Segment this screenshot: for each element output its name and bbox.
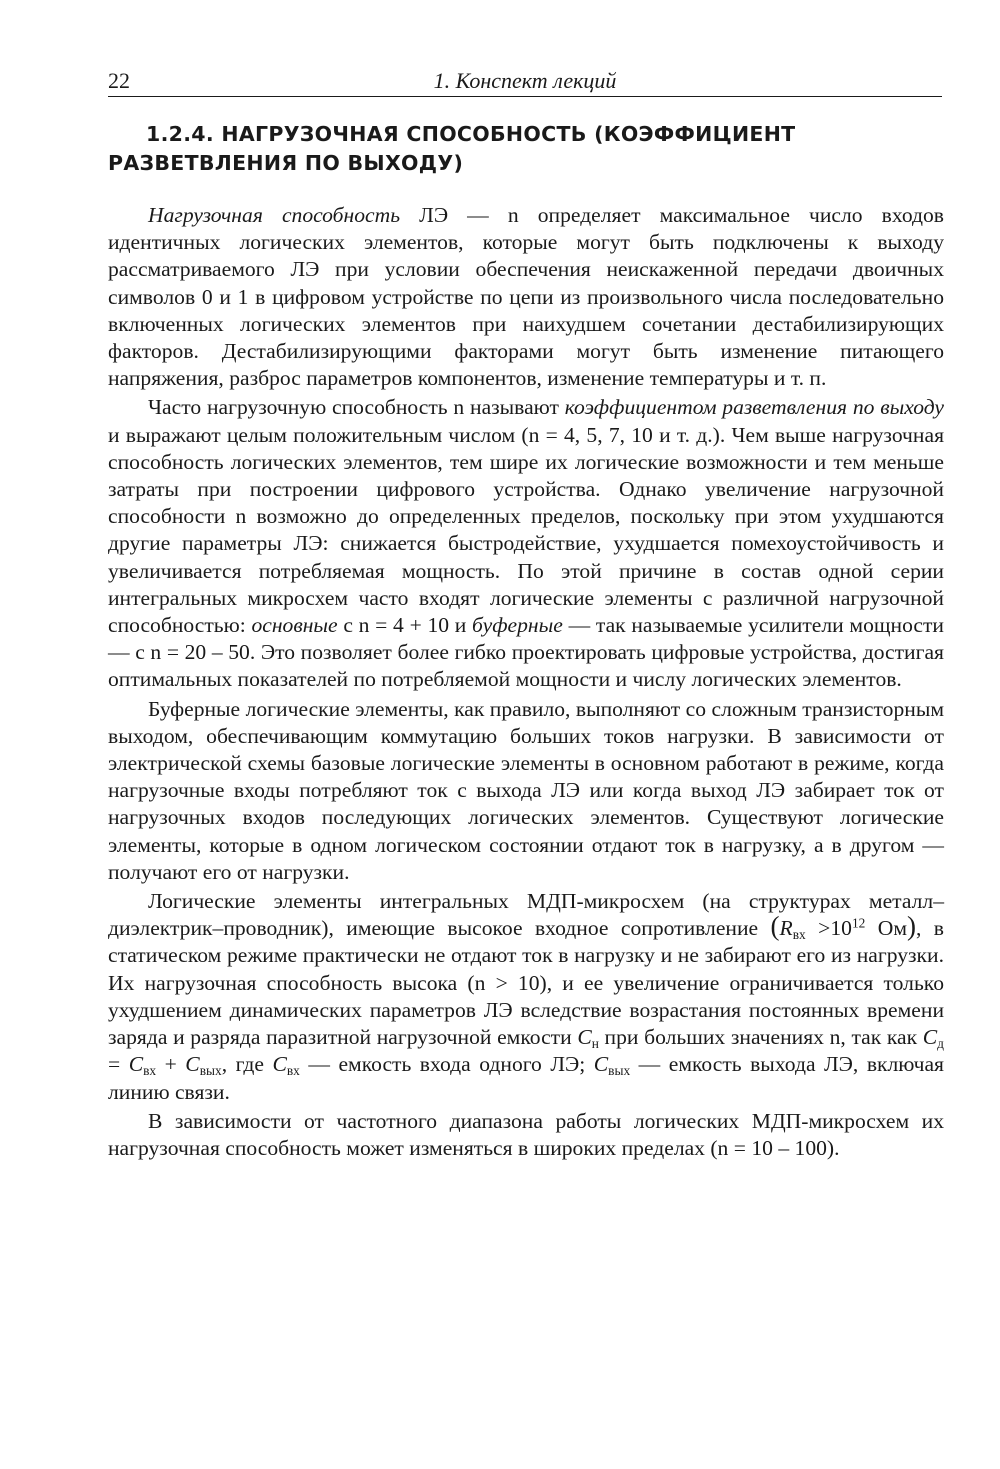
term-fanout: коэффициентом разветвления по выходу: [564, 395, 944, 420]
symbol-cvx-2-sub: вх: [286, 1063, 300, 1079]
paragraph-5: [108, 1108, 944, 1162]
paragraph-4-text-f: — емкость выхода ЛЭ, включая линию связи.: [108, 1052, 944, 1104]
formula-exponent: 12: [851, 915, 866, 931]
body-text: [108, 202, 944, 1164]
formula-input-resistance: [770, 911, 916, 943]
symbol-cn-sub: н: [591, 1036, 599, 1052]
formula-close-paren: ): [906, 911, 916, 942]
symbol-cvx-2: C: [272, 1052, 287, 1077]
symbol-cvyx-2-sub: вых: [608, 1063, 631, 1079]
paragraph-4: [108, 888, 944, 1106]
section-heading-line-2: РАЗВЕТВЛЕНИЯ ПО ВЫХОДУ): [108, 151, 464, 175]
paragraph-1-text: ЛЭ — n определяет максимальное число входов идентичных логических элементов, которые могут быть подключены к выходу рассматриваемого ЛЭ при условии обеспечения неискаженной передачи двоичных символов 0 и 1 в цифровом устройстве по цепи из произвольного числа последовательно включенных логических элементов при наихудшем сочетании дестабилизирующих факторов. Дестабилизирующими факторами могут быть изменение питающего напряжения, разброс параметров компонентов, изменение температуры и т. п.: [108, 203, 944, 391]
symbol-cvx: C: [128, 1052, 144, 1077]
symbol-cvyx-2: C: [593, 1052, 609, 1077]
paragraph-4-text-d: , где: [221, 1052, 264, 1077]
symbol-cn: C: [577, 1025, 592, 1050]
paragraph-3-text: Буферные логические элементы, как правило, выполняют со сложным транзисторным выходом, обеспечивающим коммутацию больших токов нагрузки. В зависимости от электрической схемы базовые логические элементы в основном работают в режиме, когда нагрузочные входы потребляют ток с выхода ЛЭ или когда выход ЛЭ забирает ток от нагрузочных входов последующих логических элементов. Существуют логические элементы, которые в одном логическом состоянии отдают ток в нагрузку, а в другом — получают его от нагрузки.: [108, 696, 944, 884]
term-buffer: буферные: [472, 613, 563, 638]
paragraph-1: [108, 202, 944, 392]
paragraph-4-text-c: при больших значениях n, так как: [604, 1025, 918, 1050]
running-header: [108, 66, 942, 97]
symbol-cvyx-sub: вых: [199, 1063, 222, 1079]
paragraph-2-text-a: Часто нагрузочную способность n называют: [148, 395, 559, 420]
page-number: 22: [108, 68, 130, 93]
term-basic: основные: [251, 613, 338, 638]
paragraph-4-text-b: , в статическом режиме практически не отдают ток в нагрузку и не забирают его из нагрузки. Их нагрузочная способность высока (n > 10), и ее увеличение ограничивается только ухудшением динамических параметров ЛЭ вследствие возрастания постоянных времени заряда и разряда паразитной нагрузочной емкости: [108, 916, 944, 1050]
paragraph-3: [108, 696, 944, 886]
term-load-capacity: Нагрузочная способность: [148, 203, 401, 227]
formula-plus: +: [156, 1052, 186, 1077]
formula-open-paren: (: [770, 911, 780, 942]
formula-gt: >10: [805, 916, 852, 941]
symbol-cd: C: [922, 1025, 938, 1050]
formula-unit: Ом: [865, 916, 907, 941]
paragraph-5-text: В зависимости от частотного диапазона работы логических МДП-микросхем их нагрузочная способность может изменяться в широких пределах (n = 10 – 100).: [108, 1108, 944, 1160]
symbol-r: R: [779, 916, 793, 941]
symbol-cvx-sub: вх: [143, 1063, 157, 1079]
formula-eq: =: [108, 1052, 129, 1077]
paragraph-2-text-b: и выражают целым положительным числом (n = 4, 5, 7, 10 и т. д.). Чем выше нагрузочная способность логических элементов, тем шире их логические возможности и тем меньше затраты при построении цифрового устройства. Однако увеличение нагрузочной способности n возможно до определенных пределов, поскольку при этом ухудшаются другие параметры ЛЭ: снижается быстродействие, ухудшается помехоустойчивость и увеличивается потребляемая мощность. По этой причине в состав одной серии интегральных микросхем часто входят логические элементы с различной нагрузочной способностью:: [108, 422, 944, 638]
paragraph-2: [108, 394, 944, 693]
running-title: 1. Конспект лекций: [433, 68, 617, 93]
paragraph-2-text-c: с n = 4 + 10 и: [343, 613, 467, 638]
paragraph-2-text-d: — так называемые усилители мощности — с n = 20 – 50. Это позволяет более гибко проектировать цифровые устройства, достигая оптимальных показателей по потребляемой мощности и числу логических элементов.: [108, 613, 944, 692]
paragraph-4-text-e: — емкость входа одного ЛЭ;: [308, 1052, 586, 1077]
section-heading-line-1: 1.2.4. НАГРУЗОЧНАЯ СПОСОБНОСТЬ (КОЭФФИЦИЕНТ: [146, 122, 796, 146]
symbol-r-sub: вх: [792, 927, 806, 943]
section-heading: [108, 120, 866, 178]
symbol-cd-sub: д: [937, 1036, 944, 1052]
paragraph-4-text-a: Логические элементы интегральных МДП-микросхем (на структурах металл–диэлектрик–проводник), имеющие высокое входное сопротивление: [108, 889, 944, 941]
symbol-cvyx: C: [185, 1052, 200, 1077]
